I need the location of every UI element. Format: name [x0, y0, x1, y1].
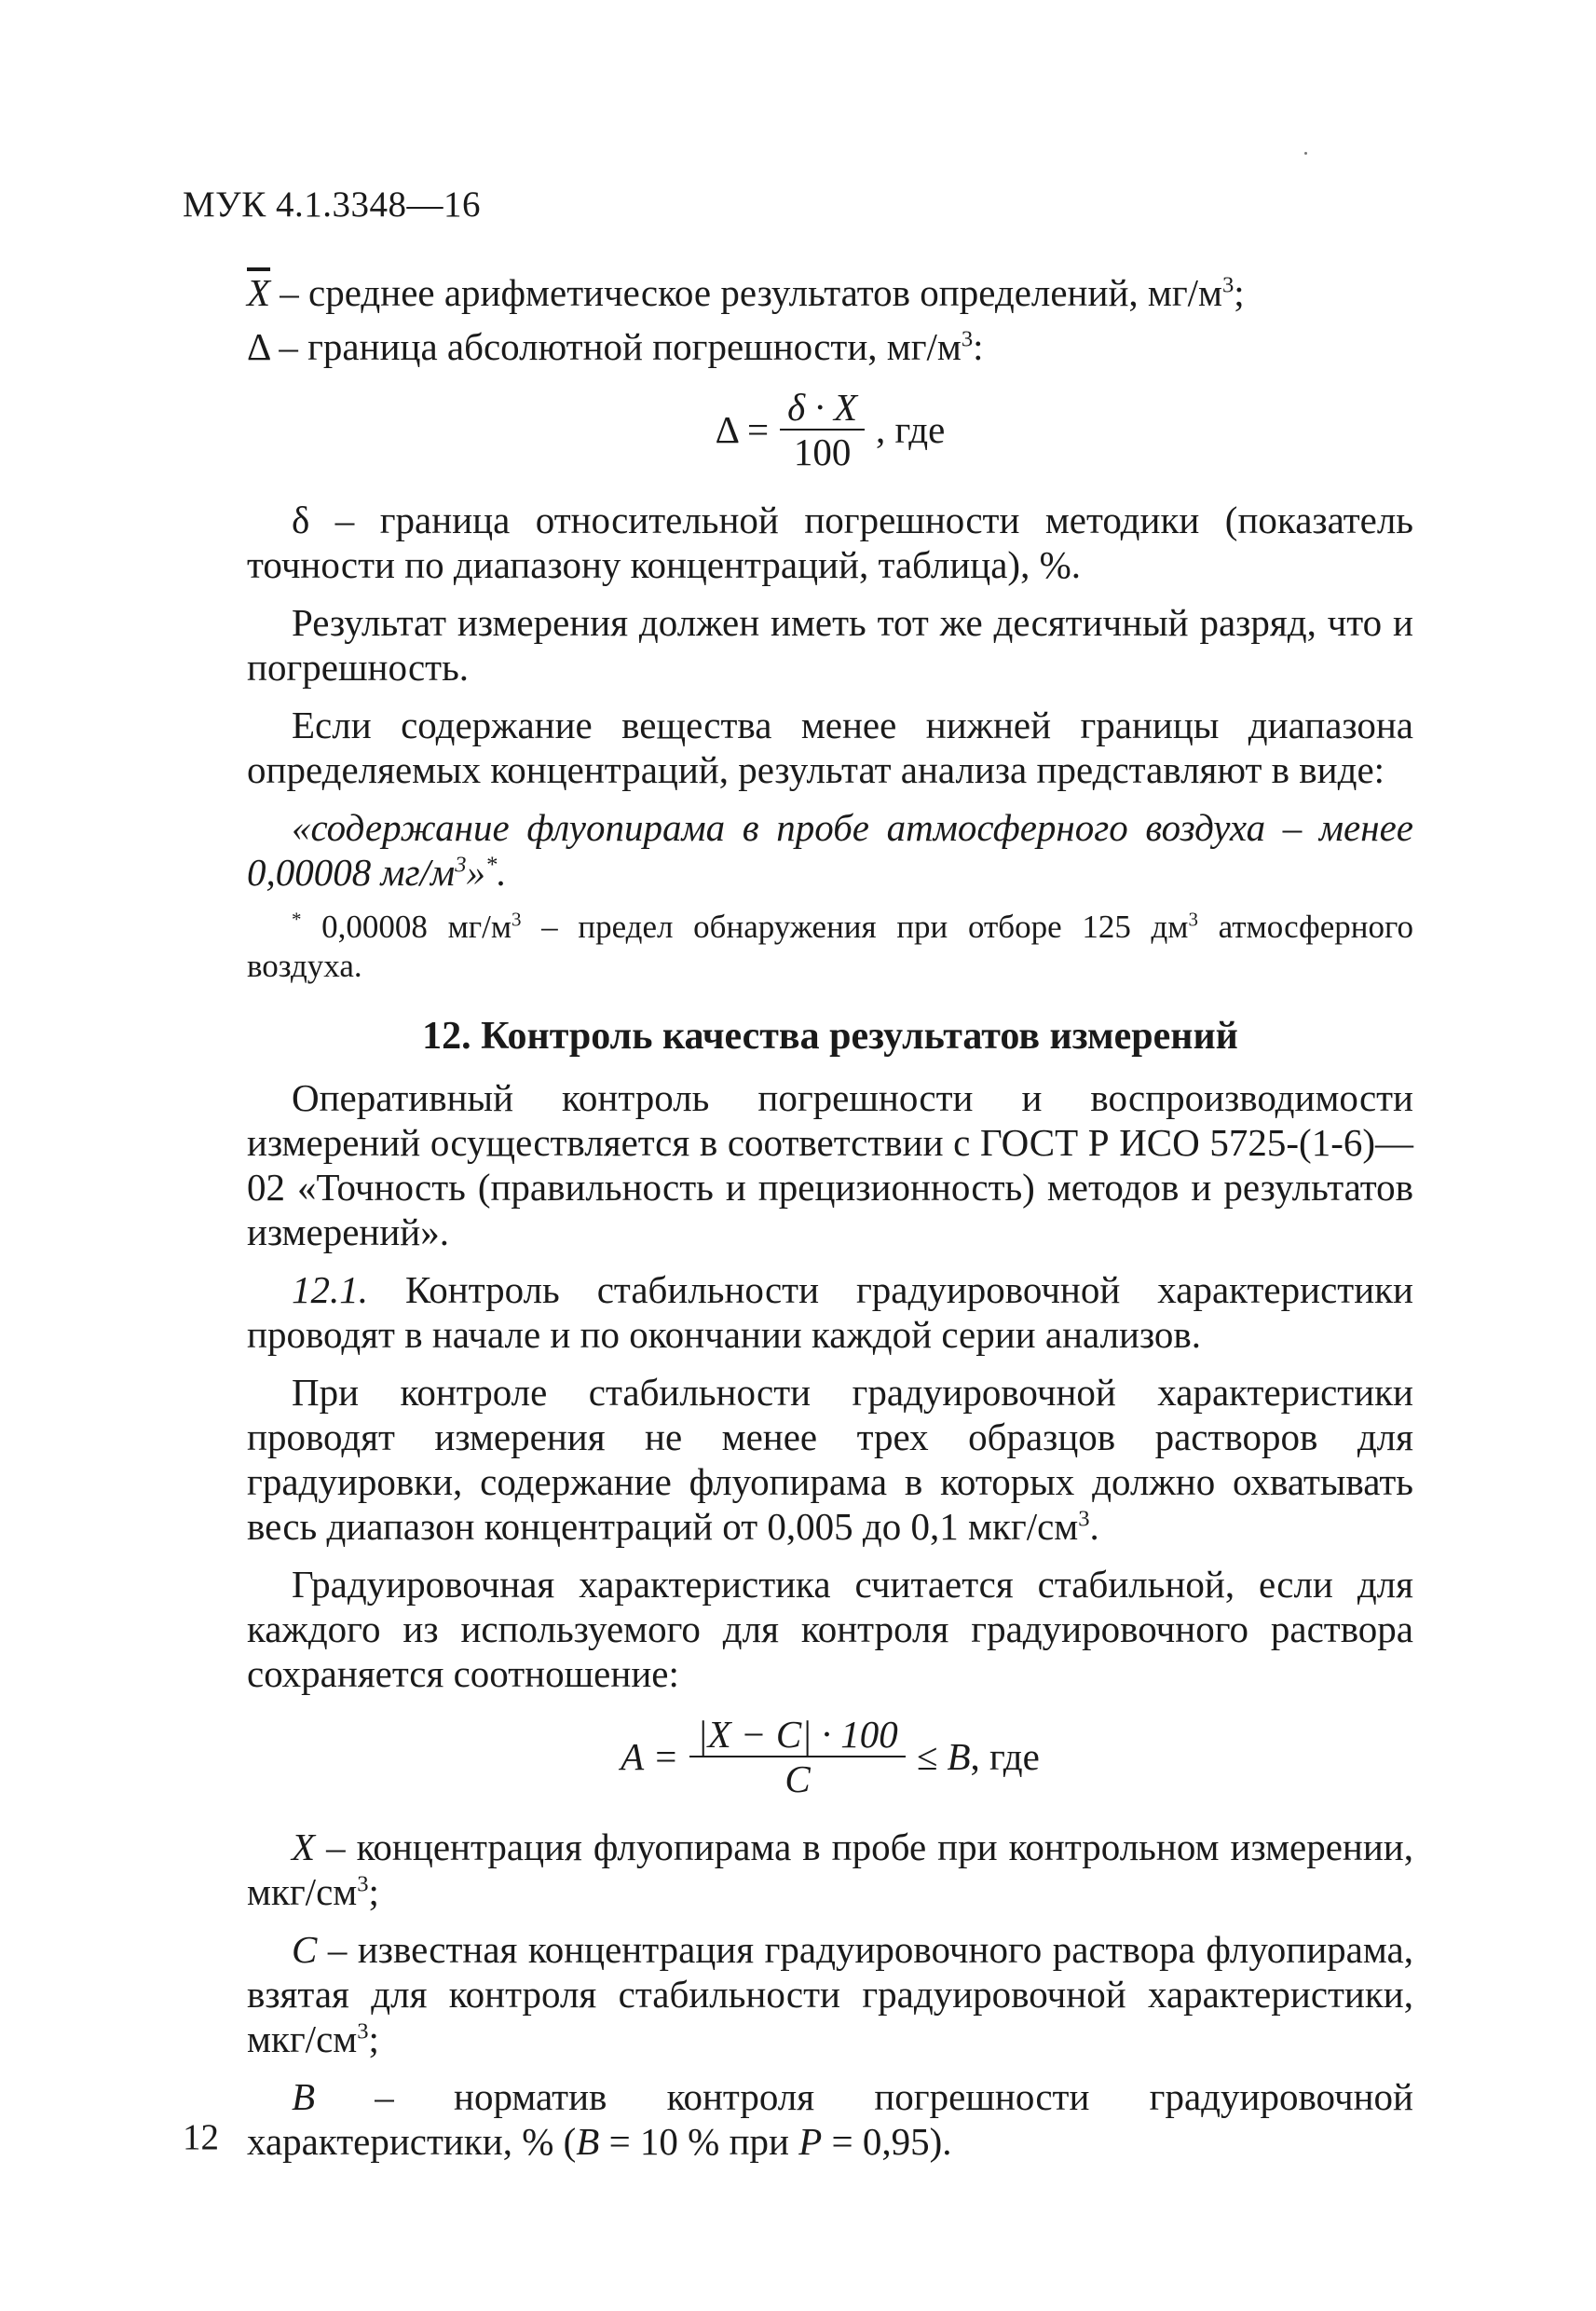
definition-mean: $\overline{X}$ – среднее арифметическое результатов определений, $мг/м^3$;	[247, 271, 1245, 314]
definition-b: B – норматив контроля погрешности градуировочной характеристики, % (B = 10 % при P = 0,95).	[247, 2075, 1413, 2163]
paragraph-delta-definition: δ – граница относительной погрешности методики (показатель точности по диапазону концентраций, таблица), %.	[247, 499, 1413, 586]
definition-c: C – известная концентрация градуировочного раствора флуопирама, взятая для контроля стабильности градуировочной характеристики, мкг/$см^3$;	[247, 1928, 1413, 2060]
formula-delta	[247, 386, 1413, 473]
symbol-x-bar: $\overline{X}$	[247, 271, 271, 314]
footnote: * 0,00008 $мг/м^3$ – предел обнаружения при отборе 125 $дм^3$ атмосферного воздуха.	[247, 908, 1413, 984]
footnote-mark: *	[292, 908, 302, 931]
document-code-header: МУК 4.1.3348—16	[183, 185, 482, 225]
formula-a-relation: ≤ B	[916, 1735, 971, 1778]
formula-a-denominator: C	[784, 1757, 811, 1800]
page-number: 12	[183, 2117, 219, 2157]
formula-delta-lhs: Δ =	[715, 408, 770, 451]
paragraph-decimal-rule: Результат измерения должен иметь тот же десятичный разряд, что и погрешность.	[247, 601, 1413, 689]
formula-a-fraction	[689, 1713, 905, 1800]
scan-speck	[1304, 152, 1307, 155]
definition-delta: Δ – граница абсолютной погрешности, $мг/м^3$:	[247, 325, 984, 368]
result-format-italic: «содержание флуопирама в пробе атмосферного воздуха – менее 0,00008 $мг/м^3»^*$.	[247, 806, 1413, 894]
symbol-c: C	[292, 1928, 318, 1971]
paragraph-12-1: 12.1. Контроль стабильности градуировочной характеристики проводят в начале и по окончании каждой серии анализов.	[247, 1268, 1413, 1356]
formula-a-suffix: , где	[970, 1735, 1040, 1778]
section-heading: 12. Контроль качества результатов измерений	[422, 1015, 1238, 1058]
symbol-x: X	[292, 1826, 316, 1868]
formula-a-lhs: A =	[621, 1735, 679, 1778]
symbol-b: B	[292, 2075, 316, 2118]
formula-a	[247, 1713, 1413, 1800]
paragraph-stability-criterion: Градуировочная характеристика считается стабильной, если для каждого из используемого для контроля градуировочного раствора сохраняется соотношение:	[247, 1563, 1413, 1695]
formula-delta-suffix: , где	[876, 408, 946, 451]
symbol-delta: Δ	[247, 325, 270, 368]
page-body	[247, 270, 1413, 2177]
paragraph-stability-check: При контроле стабильности градуировочной характеристики проводят измерения не менее трех образцов растворов для градуировки, содержание флуопирама в которых должно охватывать весь диапазон концентраций от 0,005 до 0,1 мкг/$см^3$.	[247, 1371, 1413, 1548]
formula-a-numerator: |X − C| · 100	[689, 1713, 905, 1757]
formula-delta-fraction	[780, 386, 865, 473]
formula-delta-denominator: 100	[793, 431, 852, 473]
paragraph-operational-control: Оперативный контроль погрешности и воспроизводимости измерений осуществляется в соответствии с ГОСТ Р ИСО 5725-(1-6)—02 «Точность (правильность и прецизионность) методов и результатов измерений».	[247, 1076, 1413, 1253]
formula-delta-numerator: δ · X	[780, 386, 865, 431]
paragraph-below-range: Если содержание вещества менее нижней границы диапазона определяемых концентраций, результат анализа представляют в виде:	[247, 704, 1413, 791]
definition-x: X – концентрация флуопирама в пробе при контрольном измерении, мкг/$см^3$;	[247, 1826, 1413, 1913]
clause-number: 12.1.	[292, 1268, 368, 1311]
